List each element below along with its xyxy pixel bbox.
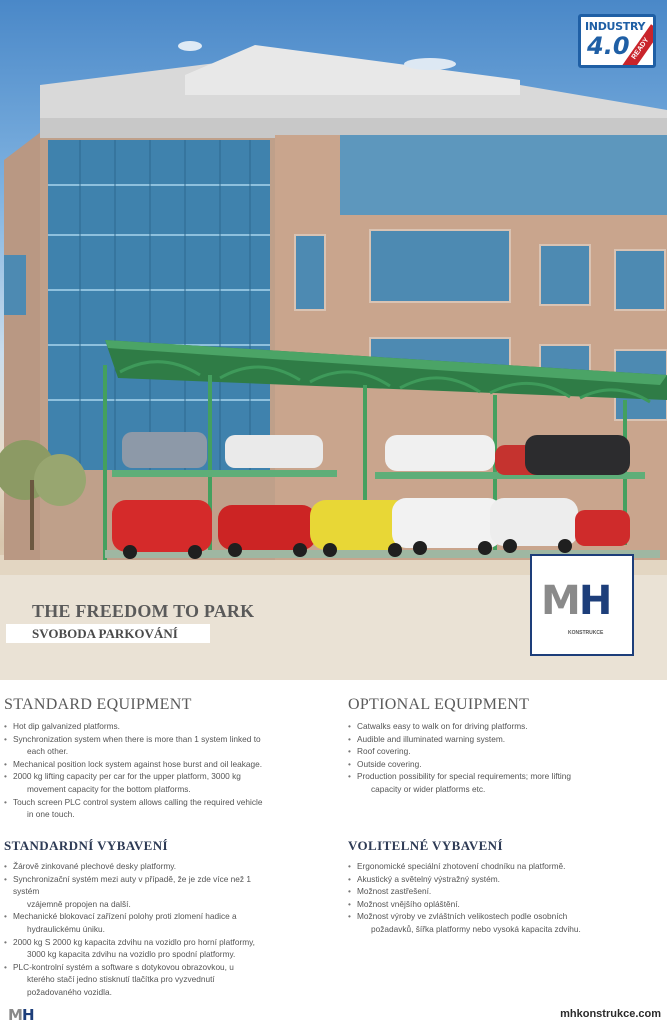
logo-letter-m: M	[541, 578, 579, 624]
list-item: • Audible and illuminated warning system.	[348, 733, 618, 746]
standard-equipment-cz-list	[4, 860, 274, 999]
industry-4-badge	[578, 14, 656, 68]
mh-logo-box	[530, 554, 634, 656]
list-item: • 2000 kg lifting capacity per car for the upper platform, 3000 kg movement capacity for the bottom platforms.	[4, 770, 274, 795]
footer-logo	[8, 1006, 34, 1024]
optional-equipment-section	[348, 696, 618, 796]
list-item: • PLC-kontrolní systém a software s dotykovou obrazovkou, u kterého stačí jedno stisknutí tlačítka pro vyzvednutí požadovaného vozidla.	[4, 961, 274, 999]
footer-logo-h: H	[21, 1006, 34, 1024]
list-item: • Možnost vnějšího opláštění.	[348, 898, 618, 911]
hero-tagline-cz: SVOBODA PARKOVÁNÍ	[6, 624, 210, 643]
list-item: • 2000 kg S 2000 kg kapacita zdvihu na vozidlo pro horní platformy, 3000 kg kapacita zdvihu na vozidlo pro spodní platformy.	[4, 936, 274, 961]
list-item: • Akustický a světelný výstražný systém.	[348, 873, 618, 886]
optional-equipment-cz-list	[348, 860, 618, 936]
optional-equipment-title: OPTIONAL EQUIPMENT	[348, 696, 530, 713]
badge-number: 4.0	[587, 32, 630, 60]
list-item: • Možnost zastřešení.	[348, 885, 618, 898]
list-item: • Outside covering.	[348, 758, 618, 771]
hero-tagline: THE FREEDOM TO PARK	[32, 601, 255, 621]
website-link[interactable]: mhkonstrukce.com	[560, 1008, 661, 1020]
mh-logo	[541, 578, 610, 624]
list-item: • Mechanical position lock system against hose burst and oil leakage.	[4, 758, 274, 771]
logo-letter-h: H	[578, 578, 611, 624]
list-item: • Roof covering.	[348, 745, 618, 758]
list-item: • Synchronization system when there is more than 1 system linked to each other.	[4, 733, 274, 758]
list-item: • Touch screen PLC control system allows calling the required vehicle in one touch.	[4, 796, 274, 821]
list-item: • Ergonomické speciální zhotovení chodníku na platformě.	[348, 860, 618, 873]
list-item: • Catwalks easy to walk on for driving platforms.	[348, 720, 618, 733]
badge-label: INDUSTRY	[585, 20, 646, 33]
standard-equipment-title: STANDARD EQUIPMENT	[4, 696, 192, 713]
badge-ready-ribbon: READY	[621, 24, 656, 68]
optional-equipment-cz-section	[348, 838, 618, 936]
standard-equipment-list	[4, 720, 274, 821]
list-item: • Hot dip galvanized platforms.	[4, 720, 274, 733]
list-item: • Žárově zinkované plechové desky platformy.	[4, 860, 274, 873]
optional-equipment-cz-title: VOLITELNÉ VYBAVENÍ	[348, 838, 503, 853]
optional-equipment-list	[348, 720, 618, 796]
standard-equipment-cz-section	[4, 838, 274, 999]
list-item: • Production possibility for special requirements; more lifting capacity or wider platforms etc.	[348, 770, 618, 795]
list-item: • Mechanické blokovací zařízení polohy proti zlomení hadice a hydraulickému úniku.	[4, 910, 274, 935]
standard-equipment-cz-title: STANDARDNÍ VYBAVENÍ	[4, 838, 168, 853]
list-item: • Možnost výroby ve zvláštních velikostech podle osobních požadavků, šířka platformy nebo vysoká kapacita zdvihu.	[348, 910, 618, 935]
logo-caption: KONSTRUKCE	[568, 630, 604, 636]
list-item: • Synchronizační systém mezi auty v případě, že je zde více než 1 systém vzájemně propojen na další.	[4, 873, 274, 911]
standard-equipment-section	[4, 696, 274, 821]
footer-logo-m: M	[8, 1006, 22, 1024]
